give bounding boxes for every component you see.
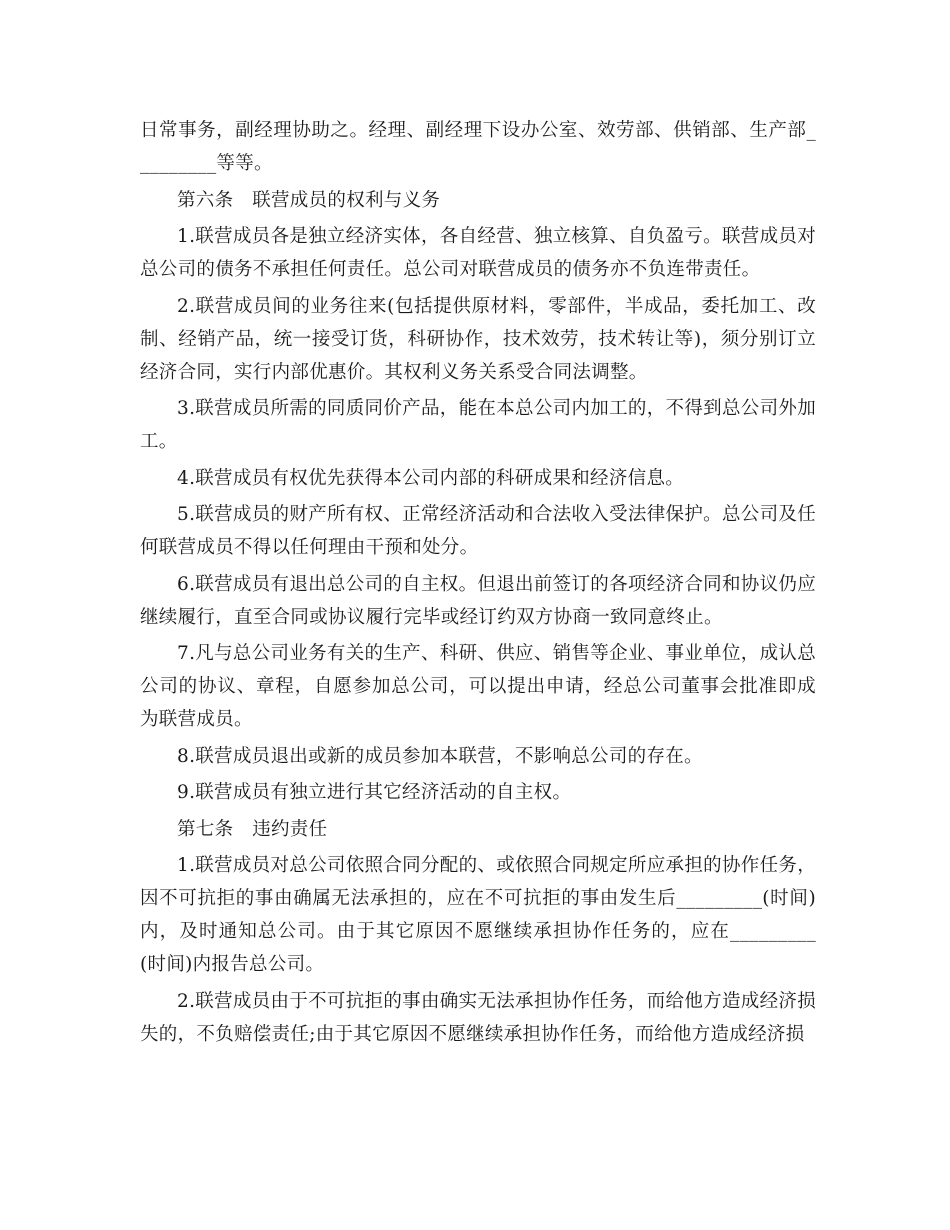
clause-6-9: 9.联营成员有独立进行其它经济活动的自主权。 bbox=[177, 782, 572, 803]
clause-6-8: 8.联营成员退出或新的成员参加本联营，不影响总公司的存在。 bbox=[177, 745, 703, 767]
clause-7-2: 2.联营成员由于不可抗拒的事由确实无法承担协作任务，而给他方造成经济损失的，不负赔偿责任;由于其它原因不愿继续承担协作任务，而给他方造成经济损 bbox=[140, 990, 816, 1045]
clause-6-7: 7.凡与总公司业务有关的生产、科研、供应、销售等企业、事业单位，成认总公司的协议、章程，自愿参加总公司，可以提出申请，经总公司董事会批准即成为联营成员。 bbox=[140, 643, 816, 730]
clause-6-2: 2.联营成员间的业务往来(包括提供原材料，零部件，半成品，委托加工、改制、经销产品，统一接受订货，科研协作，技术效劳，技术转让等)，须分别订立经济合同，实行内部优惠价。其权利义务关系受合同法调整。 bbox=[140, 295, 816, 383]
clause-7-1: 1.联营成员对总公司依照合同分配的、或依照合同规定所应承担的协作任务，因不可抗拒的事由确属无法承担的，应在不可抗拒的事由发生后_________(时间)内，及时通知总公司。由于其它原因不愿继续承担协作任务的，应在_________(时间)内报告总公司。 bbox=[140, 855, 816, 975]
section-heading-article-7: 第七条 违约责任 bbox=[177, 818, 328, 840]
clause-6-1: 1.联营成员各是独立经济实体，各自经营、独立核算、自负盈亏。联营成员对总公司的债务不承担任何责任。总公司对联营成员的债务亦不负连带责任。 bbox=[140, 226, 816, 280]
clause-6-5: 5.联营成员的财产所有权、正常经济活动和合法收入受法律保护。总公司及任何联营成员不得以任何理由干预和处分。 bbox=[140, 504, 816, 558]
paragraph-continuation: 日常事务，副经理协助之。经理、副经理下设办公室、效劳部、供销部、生产部_________等等。 bbox=[140, 120, 816, 174]
section-heading-article-6: 第六条 联营成员的权利与义务 bbox=[177, 189, 441, 211]
clause-6-6: 6.联营成员有退出总公司的自主权。但退出前签订的各项经济合同和协议仍应继续履行，直至合同或协议履行完毕或经订约双方协商一致同意终止。 bbox=[140, 573, 816, 628]
clause-6-3: 3.联营成员所需的同质同价产品，能在本总公司内加工的，不得到总公司外加工。 bbox=[140, 398, 816, 452]
clause-6-4: 4.联营成员有权优先获得本公司内部的科研成果和经济信息。 bbox=[177, 467, 685, 489]
document-body bbox=[140, 114, 816, 1054]
